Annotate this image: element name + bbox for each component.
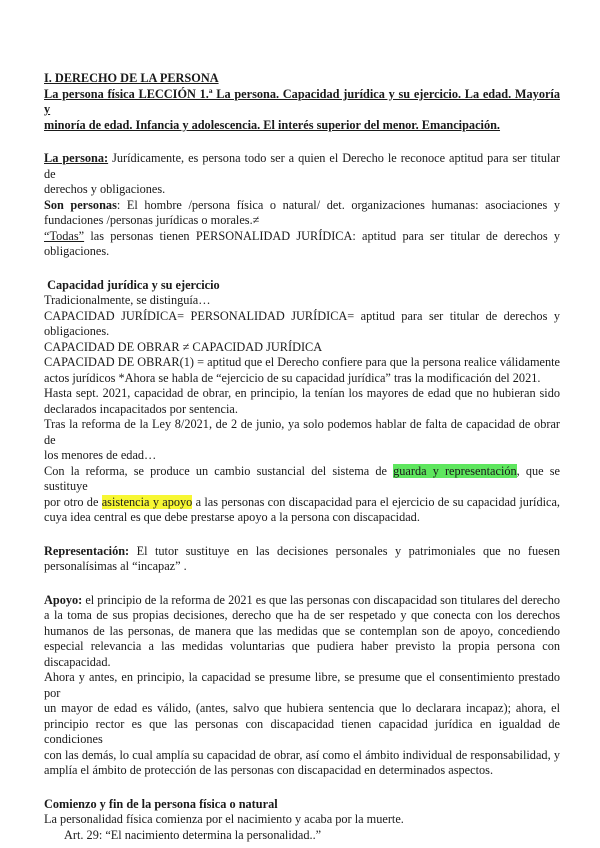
todas-line-2: obligaciones. <box>44 244 110 258</box>
persona-definition-line-1 <box>44 151 560 182</box>
persona-definition-text: Jurídicamente, es persona todo ser a quien el Derecho le reconoce aptitud para ser titular de <box>44 151 560 181</box>
spacer <box>44 575 560 593</box>
reform-text: a las personas con discapacidad para el ejercicio de su capacidad jurídica, <box>192 494 561 509</box>
todas-text: las personas tienen PERSONALIDAD JURÍDICA: aptitud para ser titular de derechos y <box>84 228 560 243</box>
apoyo-text: el principio de la reforma de 2021 es que las personas con discapacidad son titulares del derecho <box>82 592 560 607</box>
article-29-quote: Art. 29: “El nacimiento determina la personalidad..” <box>64 827 322 842</box>
capacidad-heading: Capacidad jurídica y su ejercicio <box>44 277 220 292</box>
son-personas-text: : El hombre /persona física o natural/ det. organizaciones humanas: asociaciones y <box>116 197 560 212</box>
spacer <box>44 133 560 151</box>
document-page <box>44 71 560 843</box>
spacer <box>44 779 560 797</box>
apoyo-line: discapacidad. <box>44 654 111 669</box>
reform-line-2 <box>44 495 560 511</box>
comienzo-heading: Comienzo y fin de la persona física o natural <box>44 796 278 811</box>
persona-term: La persona: <box>44 151 109 165</box>
persona-definition-line-2: derechos y obligaciones. <box>44 182 166 196</box>
representacion-text: El tutor sustituye en las decisiones personales y patrimoniales que no fuesen <box>129 543 560 558</box>
highlight-asistencia-apoyo: asistencia y apoyo <box>101 494 193 509</box>
apoyo-p2-line: Ahora y antes, en principio, la capacidad se presume libre, se presume que el consentimiento prestado por <box>44 670 560 700</box>
capacidad-line: declarados incapacitados por sentencia. <box>44 401 238 416</box>
capacidad-line: actos jurídicos *Ahora se habla de “ejercicio de su capacidad jurídica” tras la modificación del 2021. <box>44 370 541 385</box>
reform-text: por otro de <box>44 494 102 509</box>
apoyo-line-1 <box>44 593 560 609</box>
reform-line-1 <box>44 464 560 495</box>
representacion-line-2: personalísimas al “incapaz” . <box>44 559 187 573</box>
apoyo-p2-line: un mayor de edad es válido, (antes, salvo que hubiera sentencia que lo declarara incapaz); ahora, el <box>44 701 560 715</box>
highlight-guarda-representacion: guarda y representación <box>393 463 517 478</box>
representacion-line-1 <box>44 544 560 560</box>
capacidad-line: CAPACIDAD JURÍDICA= PERSONALIDAD JURÍDICA= aptitud para ser titular de derechos y <box>44 308 560 323</box>
capacidad-line: Tras la reforma de la Ley 8/2021, de 2 de junio, ya solo podemos hablar de falta de capacidad de obrar de <box>44 417 560 447</box>
lesson-heading-line-2: minoría de edad. Infancia y adolescencia. El interés superior del menor. Emancipación. <box>44 117 501 132</box>
apoyo-term: Apoyo: <box>44 592 83 607</box>
reform-text: , que se sustituye <box>44 463 560 493</box>
representacion-term: Representación: <box>44 543 130 558</box>
lesson-heading-line-1: La persona física LECCIÓN 1.ª La persona. Capacidad jurídica y su ejercicio. La edad. Mayoría y <box>44 86 560 116</box>
apoyo-line: humanos de las personas, de manera que las medidas que se contemplan son de apoyo, concediendo <box>44 623 560 638</box>
apoyo-p2-line: amplía el ámbito de protección de las personas con discapacidad en determinados aspectos. <box>44 763 494 777</box>
capacidad-line: obligaciones. <box>44 324 110 338</box>
spacer <box>44 260 560 278</box>
son-personas-line-1 <box>44 198 560 214</box>
son-personas-term: Son personas <box>44 197 117 212</box>
apoyo-p2-line: principio rector es que las personas con discapacidad tienen capacidad jurídica en igualdad de condiciones <box>44 716 560 746</box>
apoyo-line: especial relevancia a las medidas voluntarias que pudiera haber previsto la propia persona con <box>44 639 560 653</box>
capacidad-line: CAPACIDAD DE OBRAR ≠ CAPACIDAD JURÍDICA <box>44 339 323 354</box>
todas-term: “Todas” <box>44 228 85 243</box>
apoyo-p2-line: con las demás, lo cual amplía su capacidad de obrar, así como el ámbito individual de responsabilidad, y <box>44 747 560 762</box>
capacidad-line: los menores de edad… <box>44 448 157 462</box>
comienzo-line-1: La personalidad física comienza por el nacimiento y acaba por la muerte. <box>44 812 404 826</box>
capacidad-line: Hasta sept. 2021, capacidad de obrar, en principio, la tenían los mayores de edad que no hubieran sido <box>44 386 560 400</box>
capacidad-line: Tradicionalmente, se distinguía… <box>44 293 211 307</box>
reform-line-3: cuya idea central es que debe prestarse apoyo a la persona con discapacidad. <box>44 510 420 524</box>
reform-text: Con la reforma, se produce un cambio sustancial del sistema de <box>44 463 394 478</box>
spacer <box>44 526 560 544</box>
apoyo-line: a la toma de sus propias decisiones, derecho que ha de ser respetado y que conecta con los derechos <box>44 608 560 622</box>
todas-line-1 <box>44 229 560 245</box>
capacidad-line: CAPACIDAD DE OBRAR(1) = aptitud que el Derecho confiere para que la persona realice válidamente <box>44 355 560 369</box>
document-title: I. DERECHO DE LA PERSONA <box>44 71 219 85</box>
son-personas-line-2: fundaciones /personas jurídicas o morales.≠ <box>44 213 260 227</box>
